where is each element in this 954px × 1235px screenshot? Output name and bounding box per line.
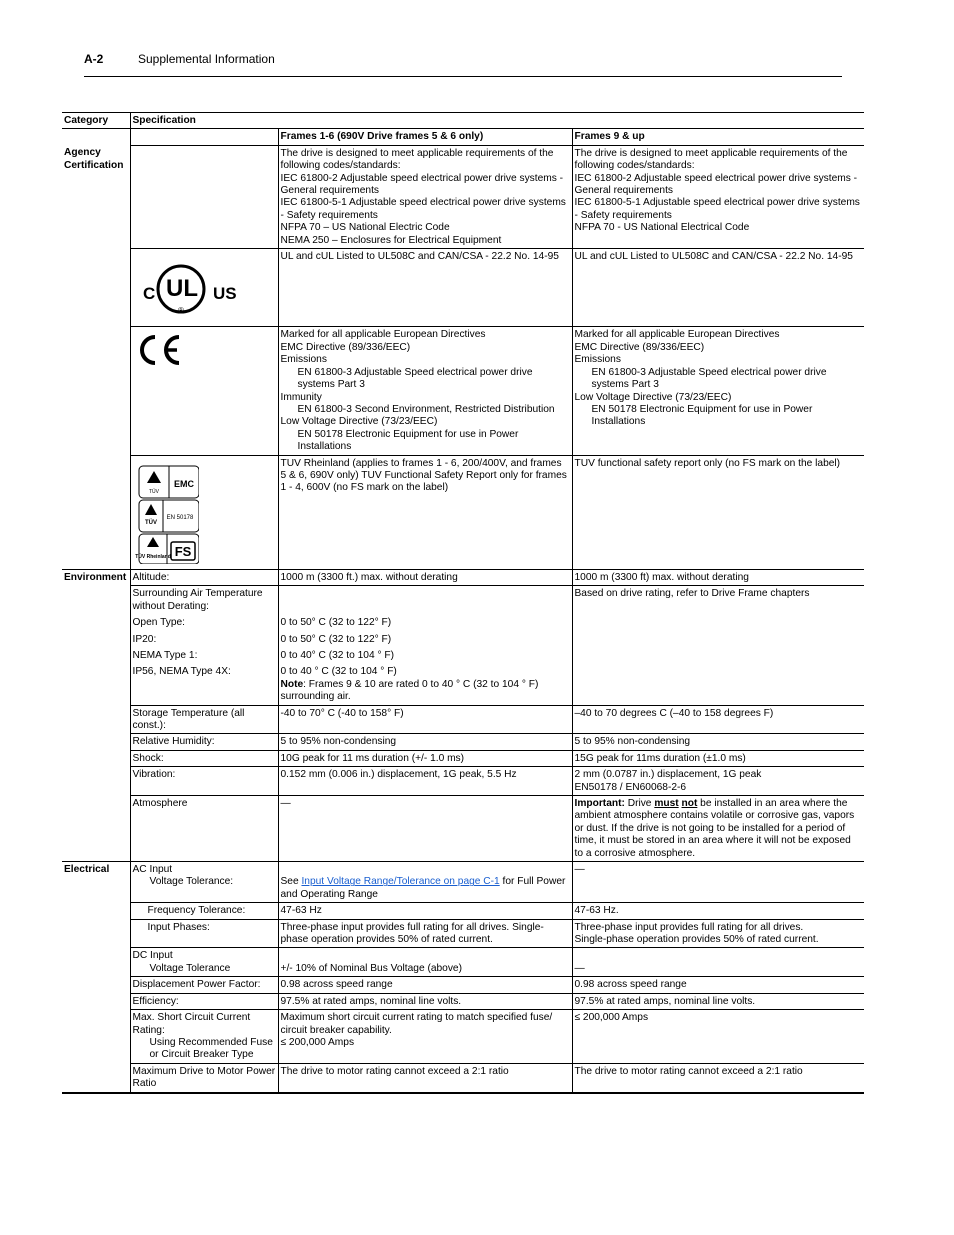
table-row xyxy=(62,327,864,455)
table-row: DC Input Voltage Tolerance +/- 10% of Nominal Bus Voltage (above) — xyxy=(62,948,864,977)
table-row: Input Phases: Three-phase input provides full rating for all drives. Single-phase operation provides 50% of rated current. Three-phase input provides full rating for all drives. Single-phase operation provides 50% of rated current. xyxy=(62,919,864,948)
table-header-row xyxy=(62,113,864,129)
ul-text-a: UL and cUL Listed to UL508C and CAN/CSA - 22.2 No. 14-95 xyxy=(278,249,572,327)
agency-codes-b: The drive is designed to meet applicable requirements of the following codes/standards: IEC 61800-2 Adjustable speed electrical power drive systems - General requirements IEC 61800-5-1 Adjustable speed electrical power drive systems - Safety requirements NFPA 70 - US National Electrical Code xyxy=(572,145,864,248)
frames-row xyxy=(62,129,864,145)
environment-label: Environment xyxy=(62,569,130,585)
spec-table xyxy=(62,112,864,1094)
ul-logo-cell xyxy=(130,249,278,327)
table-row: Frequency Tolerance: 47-63 Hz 47-63 Hz. xyxy=(62,903,864,919)
tuv-text-b: TUV functional safety report only (no FS mark on the label) xyxy=(572,455,864,569)
svg-text:US: US xyxy=(212,284,237,304)
svg-text:EN 50178: EN 50178 xyxy=(166,514,193,521)
agency-label: Agency Certification xyxy=(62,145,130,248)
table-row: Shock: 10G peak for 11 ms duration (+/- 1.0 ms) 15G peak for 11ms duration (±1.0 ms) xyxy=(62,750,864,766)
table-row: Maximum Drive to Motor Power Ratio The drive to motor rating cannot exceed a 2:1 ratio The drive to motor rating cannot exceed a 2:1 ratio xyxy=(62,1063,864,1092)
voltage-range-link[interactable]: Input Voltage Range/Tolerance on page C-1 xyxy=(301,876,500,888)
svg-text:TÜV Rheinland: TÜV Rheinland xyxy=(134,553,171,560)
svg-text:EMC: EMC xyxy=(173,478,194,489)
page-number: A-2 xyxy=(84,52,104,66)
table-row: Electrical AC Input Voltage Tolerance: See Input Voltage Range/Tolerance on page C-1 for Full Power and Operating Range — xyxy=(62,862,864,903)
svg-text:UL: UL xyxy=(165,275,198,303)
ul-listed-logo-icon xyxy=(133,251,273,321)
frames-b: Frames 9 & up xyxy=(572,129,864,145)
table-row: Displacement Power Factor: 0.98 across speed range 0.98 across speed range xyxy=(62,977,864,993)
svg-text:FS: FS xyxy=(174,543,191,559)
table-row: Storage Temperature (all const.): -40 to 70° C (-40 to 158° F) –40 to 70 degrees C (–40 to 158 degrees F) xyxy=(62,705,864,734)
svg-text:TÜV: TÜV xyxy=(144,519,157,526)
table-row xyxy=(62,455,864,569)
ce-text-b: Marked for all applicable European Directives EMC Directive (89/336/EEC) Emissions EN 61800-3 Adjustable Speed electrical power drive systems Part 3 Low Voltage Directive (73/23/EEC) EN 50178 Electronic Equipment for use in Power Installations xyxy=(572,327,864,455)
page-title: Supplemental Information xyxy=(138,52,275,66)
table-row: Relative Humidity: 5 to 95% non-condensing 5 to 95% non-condensing xyxy=(62,734,864,750)
table-row xyxy=(62,145,864,248)
table-row: Environment Altitude: 1000 m (3300 ft.) max. without derating 1000 m (3300 ft) max. without derating xyxy=(62,569,864,585)
tuv-logo-cell xyxy=(130,455,278,569)
table-row: Efficiency: 97.5% at rated amps, nominal line volts. 97.5% at rated amps, nominal line volts. xyxy=(62,993,864,1009)
ce-mark-icon xyxy=(133,329,193,369)
table-row: Vibration: 0.152 mm (0.006 in.) displacement, 1G peak, 5.5 Hz 2 mm (0.0787 in.) displacement, 1G peak EN50178 / EN60068-2-6 xyxy=(62,767,864,796)
ce-logo-cell xyxy=(130,327,278,455)
col-category: Category xyxy=(62,113,130,129)
agency-codes-a: The drive is designed to meet applicable requirements of the following codes/standards: IEC 61800-2 Adjustable speed electrical power drive systems - General requirements IEC 61800-5-1 Adjustable speed electrical power drive systems - Safety requirements NFPA 70 – US National Electric Code NEMA 250 – Enclosures for Electrical Equipment xyxy=(278,145,572,248)
svg-text:C: C xyxy=(142,284,155,304)
header-rule xyxy=(84,76,842,77)
svg-text:TÜV: TÜV xyxy=(148,488,159,495)
table-row: Max. Short Circuit Current Rating: Using Recommended Fuse or Circuit Breaker Type Maximum short circuit current rating to match specified fuse/ circuit breaker capability. ≤ 200,000 Amps ≤ 200,000 Amps xyxy=(62,1010,864,1064)
tuv-text-a: TUV Rheinland (applies to frames 1 - 6, 200/400V, and frames 5 & 6, 690V only) TUV Functional Safety Report only for frames 1 - 4, 600V (no FS mark on the label) xyxy=(278,455,572,569)
table-row xyxy=(62,249,864,327)
table-row: Atmosphere — Important: Drive must not be installed in an area where the ambient atmosphere contains volatile or corrosive gas, vapors or dust. If the drive is not going to be installed for a period of time, it must be stored in an area where it will not be exposed to a corrosive atmosphere. xyxy=(62,796,864,862)
table-row: Surrounding Air Temperature without Derating: Open Type: IP20: NEMA Type 1: IP56, NEMA Type 4X: 0 to 50° C (32 to 122° F) 0 to 50° C (32 to 122° F) 0 to 40° C (32 to 104 ° F) 0 to 40 ° C (32 to 104 ° F) Note: Frames 9 & 10 are rated 0 to 40 ° C (32 to 104 ° F) surrounding air. Based on drive rating, refer to Drive Frame chapters xyxy=(62,586,864,705)
ce-text-a: Marked for all applicable European Directives EMC Directive (89/336/EEC) Emissions EN 61800-3 Adjustable Speed electrical power drive systems Part 3 Immunity EN 61800-3 Second Environment, Restricted Distribution Low Voltage Directive (73/23/EEC) EN 50178 Electronic Equipment for use in Power Installations xyxy=(278,327,572,455)
electrical-label: Electrical xyxy=(62,862,130,903)
tuv-marks-icon xyxy=(133,458,199,564)
svg-text:®: ® xyxy=(177,306,184,316)
frames-a: Frames 1-6 (690V Drive frames 5 & 6 only) xyxy=(278,129,572,145)
col-specification: Specification xyxy=(130,113,864,129)
ul-text-b: UL and cUL Listed to UL508C and CAN/CSA - 22.2 No. 14-95 xyxy=(572,249,864,327)
